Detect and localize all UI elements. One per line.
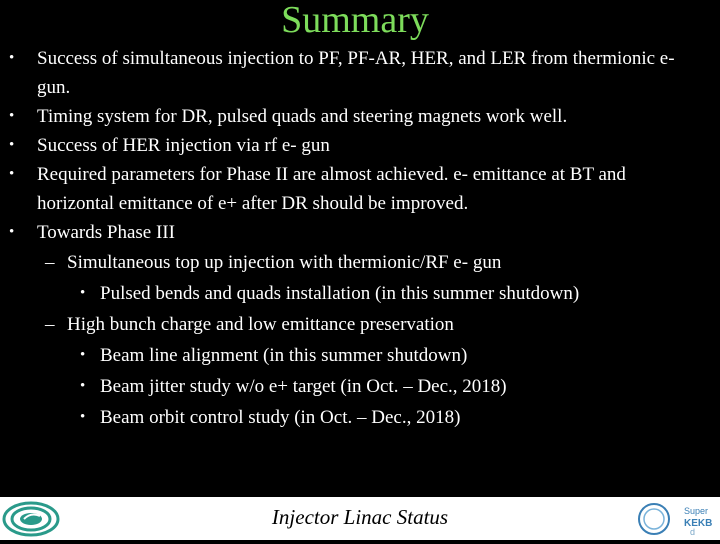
bullet-glyph: • xyxy=(9,166,15,182)
sub-item-text: Simultaneous top up injection with thermionic/RF e- gun xyxy=(67,252,502,273)
bullet-item xyxy=(0,102,720,131)
bullet-text: Towards Phase III xyxy=(37,222,175,243)
sub-sub-item xyxy=(0,340,720,371)
footer-title: Injector Linac Status xyxy=(271,505,449,529)
bullet-glyph: • xyxy=(80,378,86,394)
bullet-text: Success of HER injection via rf e- gun xyxy=(37,135,330,156)
sub-item-text: High bunch charge and low emittance preservation xyxy=(67,314,454,335)
bullet-glyph: • xyxy=(9,50,15,66)
sub-sub-item xyxy=(0,371,720,402)
slide-title: Summary xyxy=(281,0,429,41)
sub-item xyxy=(0,247,720,278)
bullet-text: Success of simultaneous injection to PF, PF-AR, HER, and LER from thermionic e- gun. xyxy=(37,48,675,98)
dash-glyph: – xyxy=(45,314,55,335)
kek-logo-icon xyxy=(2,500,62,543)
logo-text-kekb: KEKB xyxy=(684,518,713,529)
bullet-text: Required parameters for Phase II are almost achieved. e- emittance at BT and horizontal emittance of e+ after DR should be improved. xyxy=(37,164,626,214)
superkekb-logo-icon xyxy=(636,499,716,544)
slide-body xyxy=(0,44,720,433)
sub-sub-item xyxy=(0,402,720,433)
sub-sub-item-text: Beam jitter study w/o e+ target (in Oct. – Dec., 2018) xyxy=(100,376,507,397)
bullet-glyph: • xyxy=(80,285,86,301)
logo-text-super: Super xyxy=(684,506,709,516)
sub-sub-item xyxy=(0,278,720,309)
bullet-glyph: • xyxy=(80,409,86,425)
sub-sub-item-text: Beam orbit control study (in Oct. – Dec., 2018) xyxy=(100,407,461,428)
sub-item xyxy=(0,309,720,340)
bullet-glyph: • xyxy=(9,137,15,153)
bullet-item xyxy=(0,218,720,247)
sub-sub-item-text: Pulsed bends and quads installation (in this summer shutdown) xyxy=(100,283,580,304)
bullet-item xyxy=(0,44,720,102)
bullet-glyph: • xyxy=(9,224,15,240)
slide-footer xyxy=(0,497,720,540)
bullet-item xyxy=(0,160,720,218)
bullet-text: Timing system for DR, pulsed quads and steering magnets work well. xyxy=(37,106,568,127)
bullet-glyph: • xyxy=(9,108,15,124)
sub-sub-item-text: Beam line alignment (in this summer shutdown) xyxy=(100,345,468,366)
bullet-glyph: • xyxy=(80,347,86,363)
dash-glyph: – xyxy=(45,252,55,273)
page-number: d xyxy=(690,527,696,537)
bullet-item xyxy=(0,131,720,160)
